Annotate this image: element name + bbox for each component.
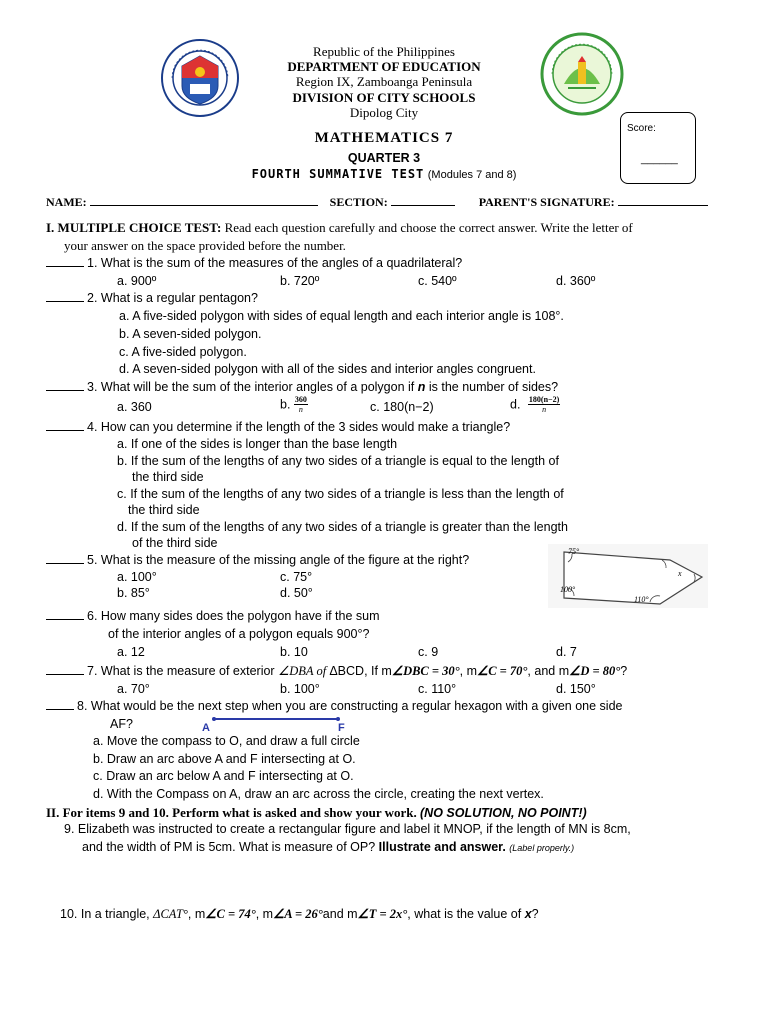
question-4 [46,420,510,434]
q2-choice-d: d. A seven-sided polygon with all of the sides and interior angles congruent. [119,362,536,376]
q4-choice-c1: c. If the sum of the lengths of any two sides of a triangle is less than the length of [117,487,564,501]
q5-choice-d: d. 50° [280,586,313,600]
header-division: DIVISION OF CITY SCHOOLS [292,90,476,105]
part2-heading-text: II. For items 9 and 10. Perform what is asked and show your work. [46,805,417,820]
test-modules: (Modules 7 and 8) [427,169,517,181]
question-3 [46,380,558,394]
q7-text-5: , m [459,664,477,678]
header-region: Region IX, Zamboanga Peninsula [295,74,473,89]
q6-choice-a: a. 12 [117,645,145,659]
question-1-text: 1. What is the sum of the measures of the angles of a quadrilateral? [87,256,463,270]
q7-text-7: , and m [527,664,570,678]
q8-point-a: A [202,722,210,734]
q5-figure-label-100: 100° [560,585,576,594]
question-8-text: 8. What would be the next step when you are constructing a regular hexagon with a given one side [77,699,623,713]
q2-choice-b: b. A seven-sided polygon. [119,327,262,341]
q10-text-1: 10. In a triangle, [60,907,154,921]
q10-text-8: ∠T = 2x° [357,907,408,921]
question-4-text: 4. How can you determine if the length of the 3 sides would make a triangle? [87,420,511,434]
answer-blank-1[interactable] [46,266,84,267]
q4-choice-d1: d. If the sum of the lengths of any two sides of a triangle is greater than the length [117,520,568,534]
answer-blank-2[interactable] [46,301,84,302]
q10-text-9: , what is the value of [407,907,525,921]
question-6 [46,609,380,623]
question-10 [60,906,539,922]
subject-title: MATHEMATICS 7 [314,130,454,146]
q3-d-numerator: 180(n−2) [528,395,560,404]
q8-choice-d: d. With the Compass on A, draw an arc across the circle, creating the next vertex. [93,787,544,801]
q8-choice-c: c. Draw an arc below A and F intersecting at O. [93,769,354,783]
q3-b-numerator: 360 [294,395,307,404]
q2-choice-a: a. A five-sided polygon with sides of equal length and each interior angle is 108°. [119,309,564,323]
q7-text-9: ? [620,664,628,678]
parent-signature-field[interactable] [618,205,708,206]
question-9-bold: Illustrate and answer. [378,840,506,854]
name-field[interactable] [90,205,318,206]
part2-note: (NO SOLUTION, NO POINT!) [420,806,587,820]
section-label: SECTION: [329,195,388,209]
q10-text-3: , m [187,907,206,921]
q10-text-2: ΔCAT° [153,907,188,921]
score-label: Score: [627,123,656,134]
test-name: FOURTH SUMMATIVE TEST [251,167,425,181]
q8-segment-af [198,710,368,734]
q10-text-7: and m [322,907,358,921]
question-8-text2: AF? [110,717,133,731]
q7-text-8: ∠D = 80° [569,664,621,678]
q7-choice-c: c. 110° [418,682,457,696]
part1-instr1: Read each question carefully and choose the correct answer. Write the letter of [224,220,633,235]
header-city: Dipolog City [349,105,419,120]
q1-choice-d: d. 360º [556,274,596,288]
header-republic: Republic of the Philippines [313,44,455,59]
q4-choice-b1: b. If the sum of the lengths of any two sides of a triangle is equal to the length of [117,454,559,468]
q4-choice-c2: the third side [128,503,200,517]
q5-polygon-figure [548,544,708,608]
q3-choice-a: a. 360 [117,400,152,414]
q5-figure-label-75: 75° [568,547,580,556]
answer-blank-3[interactable] [46,390,84,391]
q7-choice-a: a. 70° [117,682,150,696]
q10-text-11: ? [531,907,539,921]
q6-choice-d: d. 7 [556,645,577,659]
q3-choice-b: b. $\frac{360}{n}$ [280,395,307,414]
answer-blank-8[interactable] [46,709,74,710]
q4-choice-a: a. If one of the sides is longer than the base length [117,437,398,451]
q8-point-f: F [338,722,345,734]
q5-figure-label-110: 110° [634,595,649,604]
q6-choice-b: b. 10 [280,645,308,659]
student-fields [46,195,711,210]
q8-choice-a: a. Move the compass to O, and draw a full circle [93,734,360,748]
q7-choice-d: d. 150° [556,682,596,696]
section-field[interactable] [391,205,455,206]
q2-choice-c: c. A five-sided polygon. [119,345,247,359]
answer-blank-6[interactable] [46,619,84,620]
q3-var-n: n [417,380,426,394]
part1-instructions [46,220,633,236]
q7-choice-b: b. 100° [280,682,320,696]
answer-blank-4[interactable] [46,430,84,431]
question-3-text: 3. What will be the sum of the interior angles of a polygon if [87,380,418,394]
question-5 [46,553,469,567]
question-6-text2: of the interior angles of a polygon equals 900°? [108,627,370,641]
score-blank[interactable]: ______ [641,153,678,165]
header-deped: DEPARTMENT OF EDUCATION [287,59,481,74]
name-label: NAME: [46,195,87,209]
q7-text-2: ∠DBA of [278,664,330,678]
q5-choice-a: a. 100° [117,570,157,584]
q3-b-denominator: n [298,405,303,414]
q10-text-4: ∠C = 74° [205,907,256,921]
q3-choice-d: d. $\frac{180(n-2)}{n}$ [510,395,560,414]
q5-choice-c: c. 75° [280,570,313,584]
question-5-text: 5. What is the measure of the missing angle of the figure at the right? [87,553,470,567]
q3-c-expression: 180(n−2) [383,400,434,414]
question-6-text: 6. How many sides does the polygon have if the sum [87,609,380,623]
q1-choice-a: a. 900º [117,274,157,288]
q5-choice-b: b. 85° [117,586,150,600]
question-2-text: 2. What is a regular pentagon? [87,291,258,305]
q5-figure-label-x: x [678,569,682,578]
question-3-text-end: is the number of sides? [425,380,559,394]
parent-signature-label: PARENT'S SIGNATURE: [478,195,615,209]
question-9-text1: 9. Elizabeth was instructed to create a rectangular figure and label it MNOP, if the length of MN is 8cm, [64,822,631,836]
q3-d-denominator: n [542,405,547,414]
q10-text-5: , m [255,907,274,921]
q1-choice-b: b. 720º [280,274,320,288]
question-9-small: (Label properly.) [509,843,575,853]
q7-text-4: ∠DBC = 30° [391,664,460,678]
q10-text-6: ∠A = 26° [273,907,323,921]
test-title [0,167,768,181]
answer-blank-7[interactable] [46,674,84,675]
q10-text-10: x [524,907,532,921]
part1-instr2: your answer on the space provided before the number. [64,238,346,253]
q6-choice-c: c. 9 [418,645,439,659]
q7-text-1: 7. What is the measure of exterior [87,664,279,678]
q1-choice-c: c. 540º [418,274,457,288]
question-7 [46,663,627,679]
q4-choice-d2: of the third side [132,536,218,550]
quarter-title: QUARTER 3 [347,151,421,165]
question-1 [46,256,462,270]
q4-choice-b2: the third side [132,470,204,484]
q8-choice-b: b. Draw an arc above A and F intersecting at O. [93,752,356,766]
q7-text-3: ΔBCD, If m [329,664,392,678]
question-9-text2: and the width of PM is 5cm. What is measure of OP? [82,840,376,854]
part1-heading: I. MULTIPLE CHOICE TEST: [46,220,222,235]
answer-blank-5[interactable] [46,563,84,564]
part2-heading [46,805,587,821]
q3-choice-c: c. 180(n−2) [370,400,434,414]
question-2 [46,291,258,305]
question-9 [82,840,574,854]
q7-text-6: ∠C = 70° [477,664,528,678]
